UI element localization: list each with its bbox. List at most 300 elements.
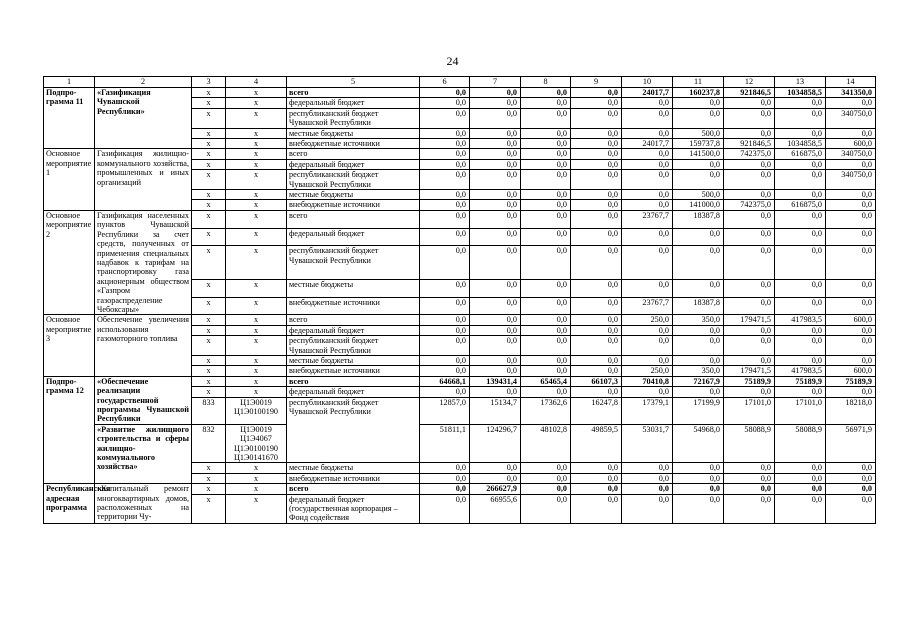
cell-value: 0,0 — [673, 494, 724, 523]
cell-value: 0,0 — [521, 159, 571, 169]
cell-value: 0,0 — [521, 190, 571, 200]
cell-code-ministry: х — [192, 149, 226, 159]
cell-value: 0,0 — [571, 190, 622, 200]
cell-value: 0,0 — [571, 149, 622, 159]
cell-funding-source: местные бюджеты — [287, 279, 420, 297]
cell-code-ministry: х — [192, 494, 226, 523]
column-number-2: 2 — [95, 77, 192, 88]
cell-code-target: х — [226, 484, 287, 494]
cell-value: 0,0 — [420, 200, 470, 210]
cell-value: 0,0 — [470, 463, 521, 473]
cell-value: 0,0 — [470, 98, 521, 108]
cell-value: 0,0 — [521, 279, 571, 297]
cell-value: 600,0 — [826, 366, 876, 376]
cell-value: 0,0 — [470, 149, 521, 159]
cell-value: 66107,3 — [571, 376, 622, 386]
cell-value: 124296,7 — [470, 424, 521, 463]
column-number-10: 10 — [622, 77, 673, 88]
cell-code-target: х — [226, 210, 287, 228]
cell-value: 179471,5 — [724, 315, 775, 325]
cell-value: 17101,0 — [775, 397, 826, 424]
table-row — [44, 376, 876, 386]
cell-code-ministry: х — [192, 473, 226, 483]
cell-value: 0,0 — [673, 336, 724, 356]
cell-value: 17101,0 — [724, 397, 775, 424]
row-group-description: Обеспечение увеличения использования газомоторного топлива — [95, 315, 192, 376]
cell-value: 500,0 — [673, 190, 724, 200]
cell-code-target: х — [226, 336, 287, 356]
cell-funding-source: всего — [287, 88, 420, 98]
cell-value: 0,0 — [571, 139, 622, 149]
table-row — [44, 88, 876, 98]
cell-value: 0,0 — [826, 336, 876, 356]
cell-funding-source: всего — [287, 210, 420, 228]
cell-value: 160237,8 — [673, 88, 724, 98]
cell-value: 0,0 — [521, 149, 571, 159]
cell-code-ministry: х — [192, 297, 226, 315]
cell-value: 417983,5 — [775, 315, 826, 325]
cell-value: 0,0 — [420, 366, 470, 376]
column-number-1: 1 — [44, 77, 95, 88]
row-group-description-cont: «Развитие жилищного строительства и сферы жилищно-коммунального хозяйства» — [95, 424, 192, 483]
cell-value: 0,0 — [826, 98, 876, 108]
cell-value: 0,0 — [826, 190, 876, 200]
cell-value: 0,0 — [521, 98, 571, 108]
cell-value: 0,0 — [775, 484, 826, 494]
cell-funding-source: местные бюджеты — [287, 128, 420, 138]
cell-code-ministry: х — [192, 190, 226, 200]
cell-value: 0,0 — [470, 336, 521, 356]
cell-value: 0,0 — [826, 325, 876, 335]
cell-code-ministry: х — [192, 336, 226, 356]
column-number-7: 7 — [470, 77, 521, 88]
cell-value: 0,0 — [420, 494, 470, 523]
cell-code-target: х — [226, 108, 287, 128]
cell-value: 600,0 — [826, 315, 876, 325]
cell-value: 0,0 — [470, 228, 521, 246]
cell-code-ministry: 833 — [192, 397, 226, 424]
column-number-4: 4 — [226, 77, 287, 88]
cell-value: 0,0 — [724, 279, 775, 297]
cell-value: 0,0 — [673, 246, 724, 280]
cell-value: 0,0 — [826, 159, 876, 169]
cell-value: 350,0 — [673, 315, 724, 325]
column-number-5: 5 — [287, 77, 420, 88]
cell-code-target: х — [226, 190, 287, 200]
cell-value: 0,0 — [470, 170, 521, 190]
cell-value: 616875,0 — [775, 149, 826, 159]
cell-value: 18387,8 — [673, 297, 724, 315]
cell-value: 0,0 — [826, 210, 876, 228]
cell-value: 17362,6 — [521, 397, 571, 424]
cell-value: 0,0 — [673, 387, 724, 397]
cell-value: 0,0 — [470, 315, 521, 325]
cell-value: 341350,0 — [826, 88, 876, 98]
cell-value: 0,0 — [775, 128, 826, 138]
row-group-label: Подпро-грамма 12 — [44, 376, 95, 483]
column-number-9: 9 — [571, 77, 622, 88]
row-group-description: Газификация жилищно-коммунального хозяйства, промышленных и иных организаций — [95, 149, 192, 210]
cell-value: 0,0 — [521, 366, 571, 376]
cell-value: 0,0 — [571, 325, 622, 335]
cell-value: 0,0 — [724, 463, 775, 473]
budget-table — [43, 76, 876, 524]
cell-value: 66955,6 — [470, 494, 521, 523]
cell-value: 58088,9 — [724, 424, 775, 463]
cell-value: 0,0 — [775, 325, 826, 335]
cell-code-target: Ц1Э0019 Ц1Э0100190 — [226, 397, 287, 424]
cell-value: 0,0 — [420, 190, 470, 200]
cell-value: 0,0 — [673, 98, 724, 108]
cell-value: 0,0 — [521, 315, 571, 325]
cell-value: 0,0 — [470, 88, 521, 98]
cell-value: 18218,0 — [826, 397, 876, 424]
column-number-12: 12 — [724, 77, 775, 88]
cell-funding-source: республиканский бюджет Чувашской Республики — [287, 246, 420, 280]
cell-value: 250,0 — [622, 315, 673, 325]
cell-value: 0,0 — [826, 246, 876, 280]
table-row — [44, 210, 876, 228]
cell-value: 0,0 — [775, 494, 826, 523]
cell-value: 0,0 — [571, 108, 622, 128]
cell-value: 0,0 — [420, 279, 470, 297]
row-group-description: «Газификация Чувашской Республики» — [95, 88, 192, 149]
cell-value: 0,0 — [775, 98, 826, 108]
cell-value: 0,0 — [826, 473, 876, 483]
cell-funding-source: федеральный бюджет — [287, 98, 420, 108]
cell-code-ministry: х — [192, 387, 226, 397]
cell-value: 0,0 — [521, 246, 571, 280]
cell-code-target: х — [226, 228, 287, 246]
cell-value: 0,0 — [571, 463, 622, 473]
cell-value: 72167,9 — [673, 376, 724, 386]
cell-value: 0,0 — [622, 473, 673, 483]
cell-value: 0,0 — [521, 139, 571, 149]
row-group-label: Основное мероприятие 3 — [44, 315, 95, 376]
cell-value: 0,0 — [571, 336, 622, 356]
cell-value: 0,0 — [470, 246, 521, 280]
cell-value: 0,0 — [521, 325, 571, 335]
cell-value: 0,0 — [521, 463, 571, 473]
cell-value: 0,0 — [420, 210, 470, 228]
cell-value: 0,0 — [622, 336, 673, 356]
cell-value: 340750,0 — [826, 170, 876, 190]
cell-value: 0,0 — [571, 128, 622, 138]
cell-code-target: х — [226, 279, 287, 297]
cell-value: 1034858,5 — [775, 139, 826, 149]
cell-value: 65465,4 — [521, 376, 571, 386]
cell-funding-source: федеральный бюджет — [287, 228, 420, 246]
cell-funding-source: всего — [287, 149, 420, 159]
cell-code-ministry: х — [192, 325, 226, 335]
cell-value: 0,0 — [420, 325, 470, 335]
cell-value: 0,0 — [622, 325, 673, 335]
cell-code-ministry: х — [192, 139, 226, 149]
cell-value: 0,0 — [775, 228, 826, 246]
cell-value: 75189,9 — [826, 376, 876, 386]
cell-code-ministry: х — [192, 315, 226, 325]
row-group-label: Республиканская адресная программа — [44, 484, 95, 524]
cell-value: 0,0 — [622, 159, 673, 169]
cell-code-ministry: х — [192, 159, 226, 169]
cell-value: 0,0 — [826, 463, 876, 473]
cell-value: 250,0 — [622, 366, 673, 376]
cell-code-target: х — [226, 473, 287, 483]
cell-value: 0,0 — [673, 355, 724, 365]
cell-value: 0,0 — [775, 246, 826, 280]
cell-value: 0,0 — [571, 200, 622, 210]
cell-funding-source: внебюджетные источники — [287, 366, 420, 376]
cell-value: 0,0 — [420, 297, 470, 315]
cell-value: 49859,5 — [571, 424, 622, 463]
cell-code-target: х — [226, 128, 287, 138]
cell-code-ministry: х — [192, 200, 226, 210]
cell-value: 70410,8 — [622, 376, 673, 386]
cell-value: 0,0 — [521, 355, 571, 365]
cell-value: 0,0 — [775, 108, 826, 128]
cell-code-target: х — [226, 246, 287, 280]
cell-value: 0,0 — [724, 170, 775, 190]
cell-value: 0,0 — [470, 128, 521, 138]
cell-value: 600,0 — [826, 139, 876, 149]
cell-value: 0,0 — [420, 228, 470, 246]
cell-funding-source: внебюджетные источники — [287, 139, 420, 149]
cell-code-target: х — [226, 149, 287, 159]
cell-code-target: х — [226, 366, 287, 376]
cell-value: 0,0 — [571, 315, 622, 325]
cell-value: 0,0 — [571, 159, 622, 169]
cell-value: 0,0 — [420, 159, 470, 169]
cell-code-ministry: х — [192, 484, 226, 494]
cell-funding-source: республиканский бюджет Чувашской Республики — [287, 170, 420, 190]
cell-value: 0,0 — [470, 108, 521, 128]
cell-code-ministry: х — [192, 366, 226, 376]
cell-value: 0,0 — [470, 366, 521, 376]
cell-value: 16247,8 — [571, 397, 622, 424]
cell-code-ministry: х — [192, 376, 226, 386]
table-row — [44, 424, 876, 463]
cell-funding-source: внебюджетные источники — [287, 473, 420, 483]
cell-value: 0,0 — [571, 210, 622, 228]
page-number: 24 — [446, 54, 459, 68]
cell-value: 266627,9 — [470, 484, 521, 494]
cell-value: 0,0 — [775, 170, 826, 190]
cell-value: 0,0 — [724, 108, 775, 128]
cell-value: 0,0 — [826, 228, 876, 246]
cell-value: 0,0 — [724, 297, 775, 315]
cell-value: 350,0 — [673, 366, 724, 376]
cell-value: 0,0 — [521, 484, 571, 494]
cell-value: 0,0 — [673, 170, 724, 190]
cell-value: 0,0 — [420, 88, 470, 98]
cell-value: 64668,1 — [420, 376, 470, 386]
cell-value: 0,0 — [775, 387, 826, 397]
cell-value: 0,0 — [622, 190, 673, 200]
cell-funding-source: федеральный бюджет — [287, 325, 420, 335]
cell-value: 0,0 — [571, 484, 622, 494]
cell-value: 12857,0 — [420, 397, 470, 424]
cell-value: 0,0 — [521, 473, 571, 483]
cell-value: 0,0 — [420, 170, 470, 190]
cell-value: 56971,9 — [826, 424, 876, 463]
cell-value: 0,0 — [673, 473, 724, 483]
cell-value: 0,0 — [571, 88, 622, 98]
cell-value: 0,0 — [420, 484, 470, 494]
cell-funding-source: местные бюджеты — [287, 190, 420, 200]
cell-value: 616875,0 — [775, 200, 826, 210]
cell-value: 0,0 — [420, 473, 470, 483]
column-number-3: 3 — [192, 77, 226, 88]
cell-value: 0,0 — [673, 325, 724, 335]
cell-code-ministry: х — [192, 88, 226, 98]
cell-code-target: х — [226, 98, 287, 108]
cell-value: 0,0 — [622, 463, 673, 473]
cell-value: 0,0 — [673, 484, 724, 494]
cell-code-target: х — [226, 463, 287, 473]
cell-value: 0,0 — [420, 463, 470, 473]
row-group-description: Газификация населенных пунктов Чувашской Республики за счет средств, полученных от применения специальных надбавок к тарифам на транспортировку газа акционерным обществом «Газпром газораспределение Чебоксары» — [95, 210, 192, 314]
cell-value: 0,0 — [775, 355, 826, 365]
cell-value: 24017,7 — [622, 88, 673, 98]
cell-value: 0,0 — [622, 170, 673, 190]
cell-value: 0,0 — [826, 128, 876, 138]
cell-value: 0,0 — [470, 355, 521, 365]
cell-value: 0,0 — [420, 139, 470, 149]
cell-value: 0,0 — [673, 108, 724, 128]
cell-value: 0,0 — [470, 159, 521, 169]
cell-value: 0,0 — [673, 463, 724, 473]
cell-value: 0,0 — [724, 128, 775, 138]
row-group-description: «Обеспечение реализации государственной программы Чувашской Республики — [95, 376, 192, 424]
cell-value: 179471,5 — [724, 366, 775, 376]
cell-value: 0,0 — [420, 315, 470, 325]
cell-value: 0,0 — [521, 128, 571, 138]
cell-value: 0,0 — [622, 108, 673, 128]
cell-value: 141500,0 — [673, 149, 724, 159]
cell-value: 0,0 — [826, 200, 876, 210]
cell-value: 0,0 — [470, 200, 521, 210]
cell-value: 139431,4 — [470, 376, 521, 386]
cell-funding-source: местные бюджеты — [287, 463, 420, 473]
cell-value: 58088,9 — [775, 424, 826, 463]
header-row — [44, 77, 876, 88]
cell-value: 340750,0 — [826, 149, 876, 159]
cell-value: 0,0 — [724, 355, 775, 365]
cell-value: 0,0 — [775, 297, 826, 315]
cell-value: 0,0 — [470, 139, 521, 149]
cell-value: 17379,1 — [622, 397, 673, 424]
cell-code-ministry: х — [192, 463, 226, 473]
cell-value: 1034858,5 — [775, 88, 826, 98]
cell-value: 75189,9 — [724, 376, 775, 386]
cell-value: 15134,7 — [470, 397, 521, 424]
cell-value: 0,0 — [775, 159, 826, 169]
cell-funding-source: республиканский бюджет Чувашской Республики — [287, 397, 420, 463]
column-number-14: 14 — [826, 77, 876, 88]
cell-value: 0,0 — [420, 149, 470, 159]
cell-code-ministry: х — [192, 355, 226, 365]
cell-value: 0,0 — [724, 336, 775, 356]
cell-value: 0,0 — [420, 108, 470, 128]
cell-value: 0,0 — [521, 387, 571, 397]
cell-code-target: х — [226, 355, 287, 365]
cell-value: 0,0 — [775, 210, 826, 228]
cell-value: 0,0 — [826, 279, 876, 297]
cell-value: 0,0 — [724, 484, 775, 494]
cell-value: 0,0 — [622, 149, 673, 159]
cell-value: 0,0 — [571, 355, 622, 365]
cell-value: 0,0 — [571, 279, 622, 297]
cell-value: 0,0 — [724, 190, 775, 200]
cell-value: 0,0 — [826, 297, 876, 315]
cell-value: 0,0 — [775, 279, 826, 297]
cell-value: 0,0 — [571, 387, 622, 397]
cell-value: 0,0 — [470, 387, 521, 397]
cell-value: 0,0 — [521, 108, 571, 128]
cell-code-target: х — [226, 159, 287, 169]
cell-value: 0,0 — [571, 366, 622, 376]
table-row — [44, 484, 876, 494]
cell-code-ministry: х — [192, 279, 226, 297]
cell-funding-source: всего — [287, 315, 420, 325]
cell-value: 0,0 — [420, 98, 470, 108]
cell-value: 0,0 — [724, 228, 775, 246]
cell-value: 0,0 — [571, 297, 622, 315]
cell-funding-source: внебюджетные источники — [287, 297, 420, 315]
cell-code-ministry: 832 — [192, 424, 226, 463]
cell-value: 0,0 — [622, 98, 673, 108]
cell-value: 0,0 — [673, 159, 724, 169]
cell-value: 0,0 — [724, 210, 775, 228]
cell-value: 75189,9 — [775, 376, 826, 386]
cell-funding-source: всего — [287, 484, 420, 494]
cell-value: 0,0 — [521, 200, 571, 210]
cell-value: 0,0 — [571, 246, 622, 280]
cell-value: 0,0 — [420, 387, 470, 397]
cell-value: 0,0 — [470, 297, 521, 315]
cell-value: 0,0 — [826, 387, 876, 397]
cell-value: 18387,8 — [673, 210, 724, 228]
cell-value: 51811,1 — [420, 424, 470, 463]
cell-code-target: х — [226, 297, 287, 315]
cell-code-target: х — [226, 139, 287, 149]
cell-value: 0,0 — [724, 98, 775, 108]
cell-value: 0,0 — [622, 355, 673, 365]
cell-value: 0,0 — [470, 325, 521, 335]
cell-funding-source: федеральный бюджет — [287, 159, 420, 169]
cell-value: 0,0 — [470, 210, 521, 228]
cell-value: 0,0 — [775, 336, 826, 356]
cell-value: 0,0 — [826, 494, 876, 523]
cell-code-ministry: х — [192, 108, 226, 128]
cell-value: 48102,8 — [521, 424, 571, 463]
cell-value: 921846,5 — [724, 139, 775, 149]
cell-value: 417983,5 — [775, 366, 826, 376]
cell-code-ministry: х — [192, 210, 226, 228]
cell-value: 0,0 — [622, 279, 673, 297]
cell-code-target: Ц1Э0019 Ц1Э4067 Ц1Э0100190 Ц1Э0141670 — [226, 424, 287, 463]
cell-value: 24017,7 — [622, 139, 673, 149]
cell-value: 0,0 — [775, 190, 826, 200]
cell-value: 0,0 — [470, 190, 521, 200]
cell-value: 0,0 — [724, 159, 775, 169]
cell-value: 0,0 — [420, 128, 470, 138]
cell-code-ministry: х — [192, 98, 226, 108]
cell-value: 0,0 — [521, 494, 571, 523]
cell-value: 0,0 — [673, 279, 724, 297]
cell-code-ministry: х — [192, 246, 226, 280]
cell-value: 159737,8 — [673, 139, 724, 149]
